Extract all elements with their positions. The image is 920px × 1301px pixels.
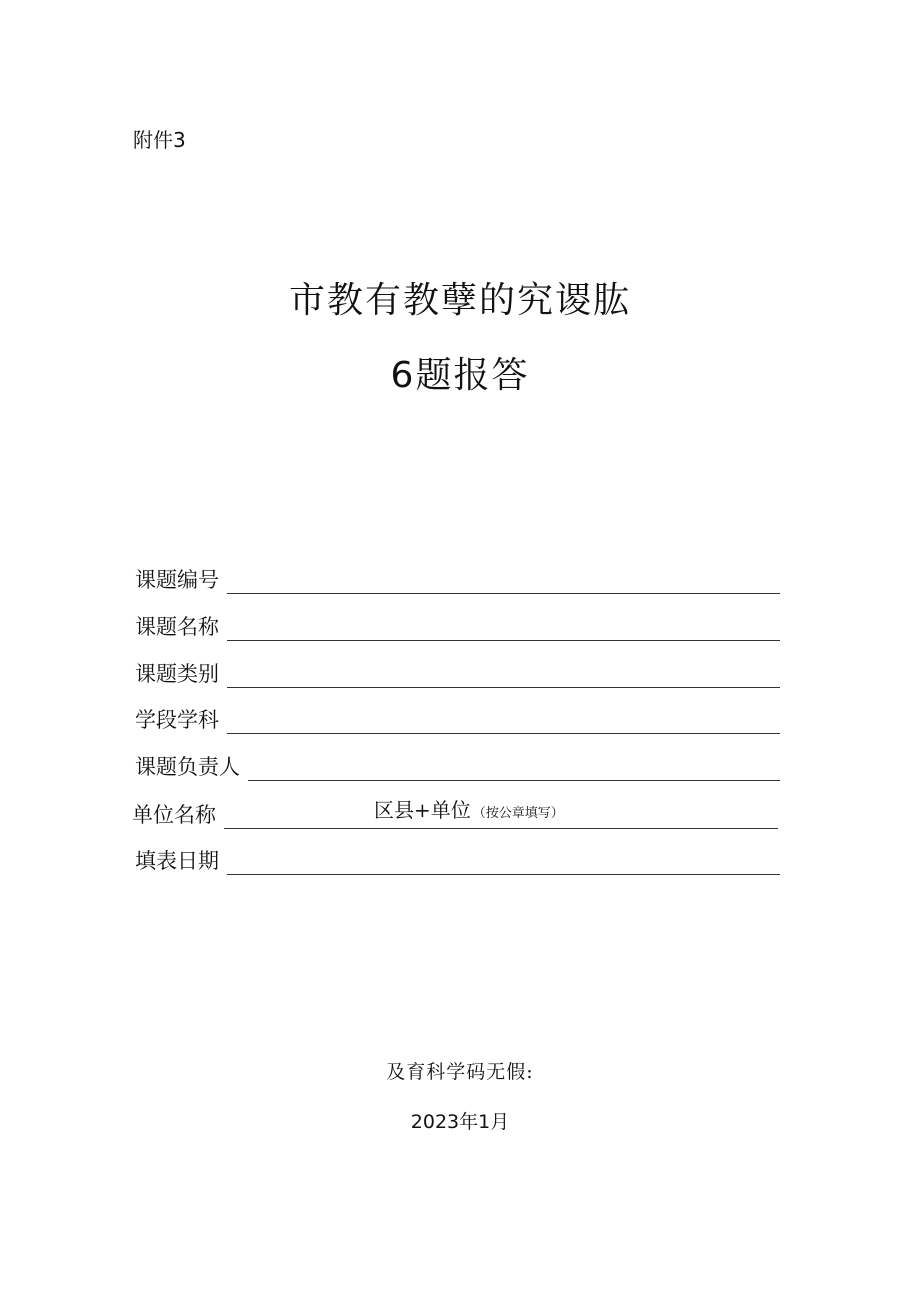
document-subtitle (0, 354, 920, 398)
unit-name-note: （按公章填写） (472, 806, 564, 821)
field-row-project-number (135, 562, 780, 594)
field-row-stage-subject (135, 702, 780, 734)
unit-name-value (374, 798, 564, 829)
field-label-project-name: 课题名称 (135, 615, 219, 639)
field-label-project-number: 课题编号 (135, 568, 219, 592)
field-row-fill-date (135, 843, 780, 875)
field-label-fill-date: 填表日期 (135, 849, 219, 873)
document-title: 市教有教孽的究谡肱 (288, 280, 631, 321)
field-row-project-leader (135, 749, 780, 781)
fill-date-field[interactable] (227, 852, 780, 875)
project-leader-field[interactable] (248, 758, 780, 781)
project-number-field[interactable] (227, 571, 780, 594)
field-label-unit-name: 单位名称 (132, 803, 216, 827)
stage-subject-field[interactable] (227, 711, 780, 734)
attachment-label: 附件3 (133, 128, 186, 152)
unit-name-field[interactable] (224, 798, 778, 829)
footer-date: 2023年1月 (410, 1111, 510, 1133)
project-name-field[interactable] (227, 618, 780, 641)
subtitle-number: 6 (390, 355, 416, 396)
field-label-stage-subject: 学段学科 (135, 708, 219, 732)
field-label-project-leader: 课题负责人 (135, 755, 240, 779)
subtitle-text: 题报答 (415, 355, 530, 396)
field-label-project-category: 课题类别 (135, 662, 219, 686)
field-row-unit-name (132, 797, 778, 829)
footer-organization: 及育科学码无假: (386, 1061, 534, 1083)
unit-name-text: 区县+单位 (374, 798, 471, 822)
field-row-project-name (135, 609, 780, 641)
project-category-field[interactable] (227, 665, 780, 688)
field-row-project-category (135, 656, 780, 688)
